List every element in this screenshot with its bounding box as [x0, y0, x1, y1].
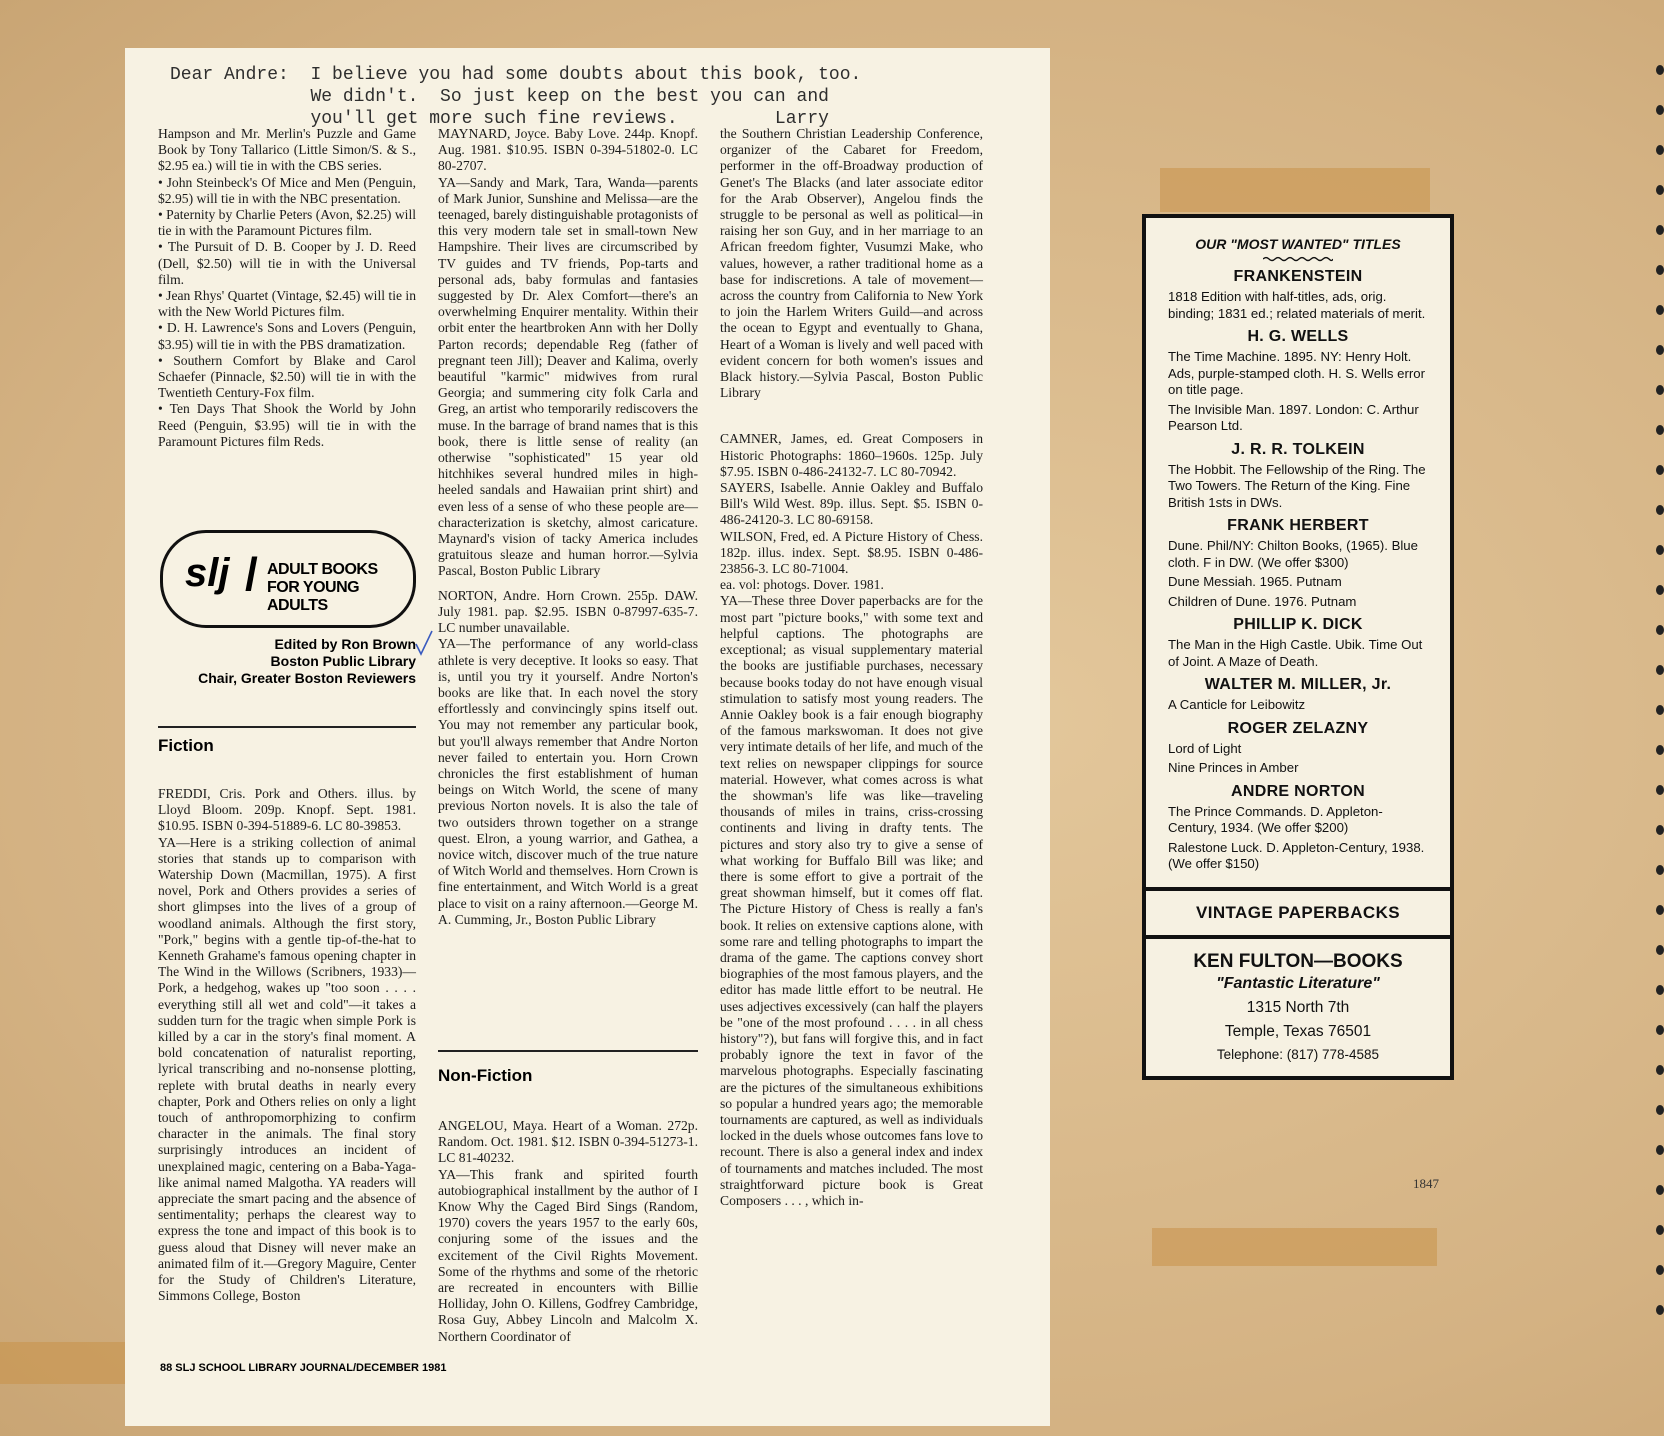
maynard-citation: MAYNARD, Joyce. Baby Love. 244p. Knopf. Aug. 1981. $10.95. ISBN 0-394-51802-0. LC 80-2707.: [438, 126, 698, 174]
freddi-citation: FREDDI, Cris. Pork and Others. illus. by Lloyd Bloom. 209p. Knopf. Sept. 1981. $10.95. ISBN 0-394-51889-6. LC 80-39853.: [158, 786, 416, 834]
tie-in-rhys: • Jean Rhys' Quartet (Vintage, $2.45) will tie in with the New World Pictures film.: [158, 288, 416, 320]
typed-note: [170, 64, 1010, 130]
ad-author-heading: FRANK HERBERT: [1227, 517, 1369, 534]
tie-in-paternity: • Paternity by Charlie Peters (Avon, $2.25) will tie in with the Paramount Pictures film.: [158, 207, 416, 239]
nonfiction-reviews: [438, 1118, 698, 1345]
ad-title-entry: Nine Princes in Amber: [1168, 760, 1299, 775]
ad-author-heading: WALTER M. MILLER, Jr.: [1204, 676, 1392, 693]
fiction-reviews: [158, 786, 416, 1305]
ad-author-heading: ANDRE NORTON: [1231, 782, 1365, 800]
nonfiction-rule: [438, 1050, 698, 1052]
note-line2: We didn't. So just keep on the best you can and: [310, 87, 829, 107]
tie-in-ten-days: • Ten Days That Shook the World by John Reed (Penguin, $3.95) will tie in with the Paramount Pictures film Reds.: [158, 401, 416, 449]
ad-title-entry: The Invisible Man. 1897. London: C. Arthur Pearson Ltd.: [1168, 401, 1419, 433]
logo-line2: FOR YOUNG ADULTS: [267, 579, 360, 614]
note-line3: you'll get more such fine reviews.: [310, 109, 678, 129]
dover-volume-note: ea. vol: photogs. Dover. 1981.: [720, 577, 884, 593]
logo-line1: ADULT BOOKS: [267, 561, 378, 578]
sayers-citation: SAYERS, Isabelle. Annie Oakley and Buffalo Bill's Wild West. 89p. illus. Sept. $5. ISBN 0-486-24120-3. LC 80-69158.: [720, 480, 983, 528]
slj-slash: /: [245, 548, 258, 600]
angelou-citation: ANGELOU, Maya. Heart of a Woman. 272p. Random. Oct. 1981. $12. ISBN 0-394-51273-1. LC 81-40232.: [438, 1118, 698, 1166]
ad-title-entry: A Canticle for Leibowitz: [1168, 697, 1306, 712]
ad-title-entry: Children of Dune. 1976. Putnam: [1168, 593, 1357, 609]
seller-block: [1146, 939, 1450, 1076]
ad-author-heading: J. R. R. TOLKEIN: [1231, 440, 1365, 458]
credit-line1: Edited by Ron Brown: [274, 636, 416, 652]
ad-title-entry: The Hobbit. The Fellowship of the Ring. The Two Towers. The Return of the King. Fine British 1sts in DWs.: [1168, 461, 1426, 510]
ad-title-entry: Dune Messiah. 1965. Putnam: [1168, 574, 1342, 589]
note-signature: Larry: [774, 109, 829, 129]
checkmark-icon: [415, 630, 433, 656]
binder-rings: [1654, 60, 1664, 1360]
seller-address2: Temple, Texas 76501: [1224, 1022, 1372, 1040]
tie-in-southern-comfort: • Southern Comfort by Blake and Carol Schaefer (Pinnacle, $2.50) will tie in with the Twentieth Century-Fox film.: [158, 352, 416, 401]
freddi-review: YA—Here is a striking collection of animal stories that stands up to comparison with Watership Down (Macmillan, 1975). A first novel, Pork and Others provides a series of short glimpses into the lives of a group of woodland animals. Although the first story, "Pork," begins with a gentle tip-of-the-hat to Kenneth Grahame's famous opening chapter in The Wind in the Willows (Scribners, 1933)—Pork, a hedgehog, wakes up "too soon . . . . everything still all wet and cold"—it takes a sudden turn for the tragic when simple Pork is killed by a car in the story's final moment. A bold concatenation of naturalist reporting, lyrical transcribing and no-nonsense plotting, replete with brutal deaths in nearly every chapter, Pork and Others relies on only a light touch of anthropomorphizing to confirm character in the animals. The final story surprisingly introduces an incident of unexplained magic, centering on a Baba-Yaga-like animal named Malgotha. YA readers will appreciate the smart pacing and the absence of sentimentality; perhaps the clearest way to express the tone and impact of this book is to guess aloud that Disney will never make an animated film of it.—Gregory Maguire, Center for the Study of Children's Literature, Simmons College, Boston: [158, 834, 416, 1304]
norton-review: YA—The performance of any world-class athlete is very deceptive. It looks so easy. That is, until you try it yourself. Andre Norton's books are like that. In each novel the story effortlessly and convincingly spins itself out. You may not remember any particular book, but you'll always remember that Andre Norton never failed to entertain you. Horn Crown chronicles the first establishment of human beings on Witch World, the scene of many previous Norton novels. It is also the tale of two outsiders thrown together on a strange quest. Elron, a young warrior, and Gathea, a novice witch, discover much of the true nature of Witch World and themselves. Horn Crown is fine entertainment, and Witch World is a great place to visit on a rainy afternoon.—George M. A. Cumming, Jr., Boston Public Library: [438, 636, 698, 927]
ad-title-entry: Ralestone Luck. D. Appleton-Century, 1938. (We offer $150): [1168, 839, 1425, 871]
ad-author-heading: ROGER ZELAZNY: [1227, 719, 1369, 737]
slj-logo: [160, 530, 416, 628]
ad-title-entry: 1818 Edition with half-titles, ads, orig. binding; 1831 ed.; related materials of merit.: [1168, 289, 1426, 321]
note-salutation: Dear Andre:: [170, 65, 289, 85]
seller-tagline: "Fantastic Literature": [1216, 974, 1380, 992]
norton-citation: NORTON, Andre. Horn Crown. 255p. DAW. July 1981. pap. $2.95. ISBN 0-87997-635-7. LC number unavailable.: [438, 587, 698, 636]
ad-author-heading: FRANKENSTEIN: [1233, 268, 1363, 285]
tie-in-hampson: Hampson and Mr. Merlin's Puzzle and Game Book by Tony Tallarico (Little Simon/S. & S., $2.95 ea.) will tie in with the CBS series.: [158, 126, 416, 174]
ad-title-entry: The Prince Commands. D. Appleton-Century, 1934. (We offer $200): [1168, 803, 1383, 835]
maynard-review: YA—Sandy and Mark, Tara, Wanda—parents of Mark Junior, Sunshine and Melissa—are the teenaged, barely distinguishable protagonists of this very modern tale set in small-town New Hampshire. Their lives are circumscribed by TV guides and TV friends, Pop-tarts and personal ads, baby formulas and fantasies suggested by Dr. Alex Comfort—there's an overwhelming Enquirer mentality. Within their orbit enter the heartbroken Ann with her Dolly Parton records; dependable Reg (father of pregnant teen Jill); Deaver and Kalima, overly beautiful "karmic" midwives from rural Georgia; and summering city folk Carla and Greg, an artist who temporarily rediscovers the muse. In the barrage of brand names that is this book, there is little sense of reality (an otherwise "sophisticated" 15 year old hitchhikes several hundred miles in high-heeled sandals and Hawaiian print shirt) and even less of a sense of who these people are—characterization is sketchy, almost caricature. Maynard's vision of tacky America includes gratuitous sleaze and human horror.—Sylvia Pascal, Boston Public Library: [438, 174, 698, 579]
credit-line2: Boston Public Library: [270, 653, 416, 669]
dover-review: YA—These three Dover paperbacks are for the most part "picture books," with some text and helpful captions. The photographs are exceptional; as visual supplementary material the books are justifiable purchases, necessary because books today do not have enough visual stimulation to satisfy most young readers. The Annie Oakley book is a fair enough biography of the famous markswoman. It does not give very intimate details of her life, and much of the text relies on newspaper clippings for source material. However, what comes across is what the showman's life was like—traveling thousands of miles in trains, criss-crossing continents and living in drafty tents. The pictures and story also try to give a sense of what working for Buffalo Bill was like; and there is some effort to give a portrait of the great showman himself, but it comes off flat. The Picture History of Chess is really a fan's book. It relies on extensive captions alone, with some rare and telling photographs to impart the drama of the game. The captions convey short biographies of the most famous players, and the editor has made little effort to be neutral. He uses adjectives excessively (can half the players be "one of the most profound . . . . in all chess history"?), but fans will forgive this, and in fact probably ignore the text in favor of the marvelous photographs. Especially fascinating are the pictures of the simultaneous exhibitions so popular a hundred years ago; the memorable tournaments are captured, as well as individuals locked in the duels whose outcomes fans love to recount. There is also a general index and index of tournaments and matches included. The most straightforward picture book is Great Composers . . . , which in-: [720, 593, 983, 1208]
ad-header: OUR "MOST WANTED" TITLES: [1195, 236, 1401, 252]
page-footer: 88 SLJ SCHOOL LIBRARY JOURNAL/DECEMBER 1981: [160, 1362, 447, 1374]
ad-title-entry: Dune. Phil/NY: Chilton Books, (1965). Blue cloth. F in DW. (We offer $300): [1168, 538, 1418, 570]
tape-ad-top: [1160, 168, 1430, 212]
credit-line3: Chair, Greater Boston Reviewers: [198, 670, 416, 686]
ad-title-entry: The Man in the High Castle. Ubik. Time Out of Joint. A Maze of Death.: [1168, 637, 1423, 669]
column-1: [158, 126, 416, 450]
squiggle-ornament-icon: [1263, 256, 1333, 262]
column-3: [720, 126, 983, 1209]
seller-address1: 1315 North 7th: [1246, 998, 1350, 1016]
seller-name: KEN FULTON—BOOKS: [1193, 950, 1403, 972]
tie-in-steinbeck: • John Steinbeck's Of Mice and Men (Penguin, $2.95) will tie in with the NBC presentation.: [158, 174, 416, 206]
slj-mark: slj: [185, 551, 230, 595]
tape-ad-bottom: [1152, 1228, 1437, 1266]
angelou-review: YA—This frank and spirited fourth autobiographical installment by the author of I Know Why the Caged Bird Sings (Random, 1970) covers the years 1957 to the early 60s, conjuring some of the issues and the excitement of the Civil Rights Movement. Some of the rhythms and some of the rhetoric are recreated in encounters with Billie Holliday, John O. Killens, Godfrey Cambridge, Rosa Guy, Abbey Lincoln and Malcolm X. Northern Coordinator of: [438, 1166, 698, 1344]
angelou-review-continued: the Southern Christian Leadership Conference, organizer of the Cabaret for Freedom, performer in the off-Broadway production of Genet's The Blacks (and later associate editor for the Arab Observer), Angelou finds the struggle to be personal as well as political—in raising her son Guy, and in her marriage to an African freedom fighter, Vusumzi Make, who values, however, a rather traditional home as a base for indiscretions. A tale of movement—across the country from California to New York to join the Harlem Writers Guild—and across the ocean to Egypt and eventually to Ghana, Heart of a Woman is lively and well paced with evident concern for both women's issues and Black history.—Sylvia Pascal, Boston Public Library: [720, 126, 983, 401]
tie-in-cooper: • The Pursuit of D. B. Cooper by J. D. Reed (Dell, $2.50) will tie in with the Universal film.: [158, 239, 416, 287]
page-number: 1847: [1413, 1176, 1439, 1191]
nonfiction-heading: Non-Fiction: [438, 1066, 533, 1085]
fiction-rule: [158, 726, 416, 728]
camner-citation: CAMNER, James, ed. Great Composers in Historic Photographs: 1860–1960s. 125p. July $7.95. ISBN 0-486-24132-7. LC 80-70942.: [720, 431, 983, 479]
editor-credits: [160, 636, 416, 687]
seller-phone: Telephone: (817) 778-4585: [1216, 1046, 1380, 1062]
most-wanted-ad: [1142, 214, 1454, 1080]
column-2: [438, 126, 698, 928]
vintage-paperbacks-banner: VINTAGE PAPERBACKS: [1146, 887, 1450, 939]
ad-author-heading: H. G. WELLS: [1247, 328, 1349, 345]
ad-title-entry: The Time Machine. 1895. NY: Henry Holt. Ads, purple-stamped cloth. H. S. Wells error on title page.: [1168, 349, 1426, 397]
note-line1: I believe you had some doubts about this book, too.: [310, 65, 862, 85]
fiction-heading: Fiction: [158, 736, 214, 755]
wilson-citation: WILSON, Fred, ed. A Picture History of Chess. 182p. illus. index. Sept. $8.95. ISBN 0-486-23856-3. LC 80-71004.: [720, 528, 983, 577]
ad-author-heading: PHILLIP K. DICK: [1233, 616, 1363, 633]
ad-entries: [1146, 268, 1450, 873]
tie-in-lawrence: • D. H. Lawrence's Sons and Lovers (Penguin, $3.95) will tie in with the PBS dramatization.: [158, 320, 416, 352]
ad-title-entry: Lord of Light: [1168, 740, 1242, 756]
